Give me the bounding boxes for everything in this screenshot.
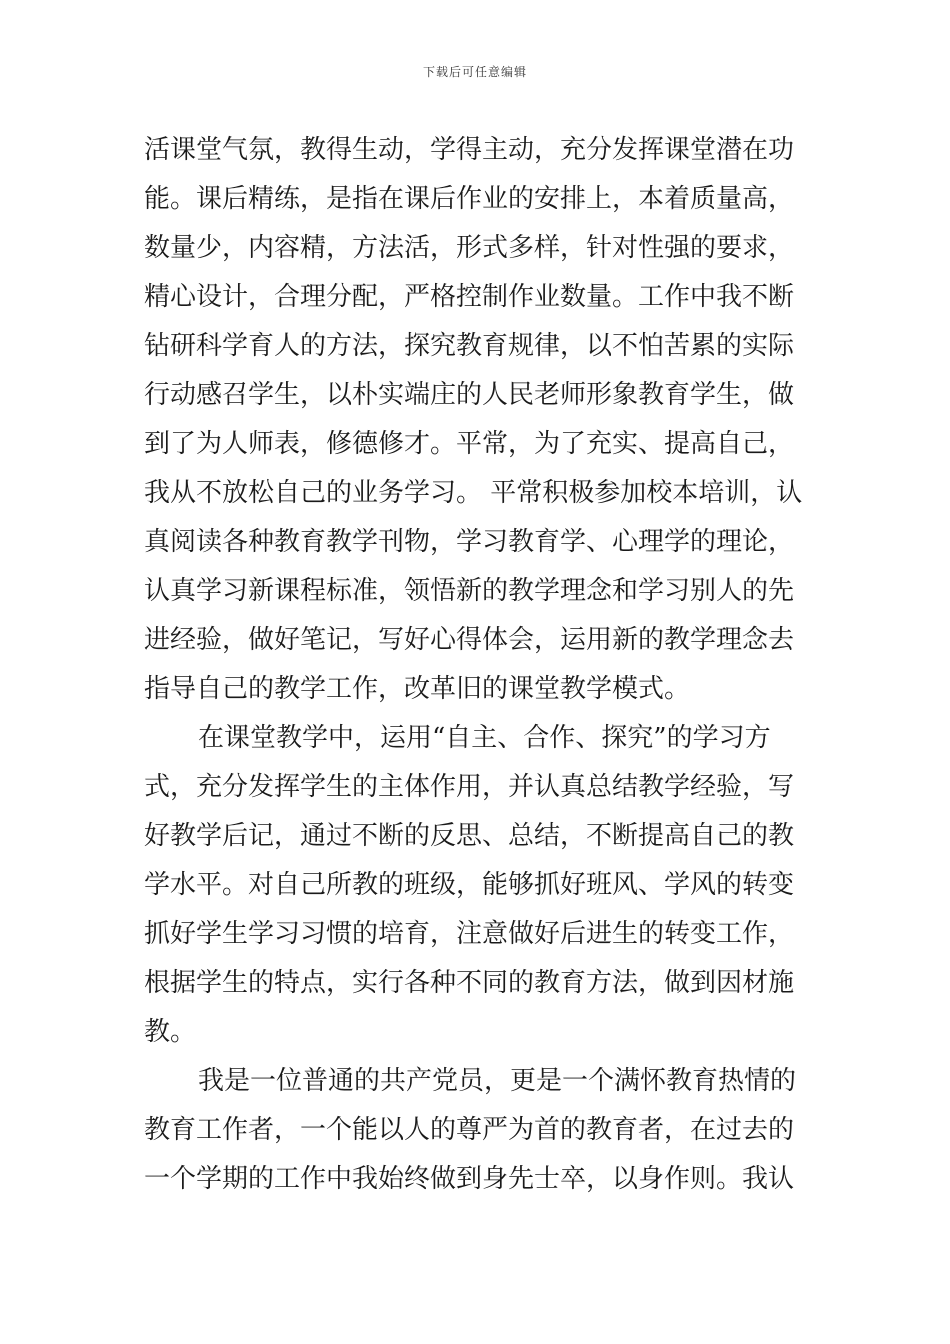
text-line: 数量少，内容精，方法活，形式多样，针对性强的要求，	[144, 233, 795, 263]
body-text	[144, 126, 810, 1204]
text-line: 根据学生的特点，实行各种不同的教育方法，做到因材施	[144, 968, 795, 998]
text-line: 钻研科学育人的方法，探究教育规律，以不怕苦累的实际	[144, 331, 795, 361]
text-line: 能。课后精练，是指在课后作业的安排上，本着质量高，	[144, 184, 795, 214]
text-line: 真阅读各种教育教学刊物，学习教育学、心理学的理论，	[144, 527, 795, 557]
text-line: 精心设计，合理分配，严格控制作业数量。工作中我不断	[144, 282, 795, 312]
page-header: 下载后可任意编辑	[422, 65, 527, 79]
text-line: 到了为人师表，修德修才。平常，为了充实、提高自己，	[144, 429, 795, 459]
text-line: 式，充分发挥学生的主体作用，并认真总结教学经验，写	[144, 772, 795, 802]
text-line: 教育工作者，一个能以人的尊严为首的教育者，在过去的	[144, 1115, 795, 1145]
text-line: 进经验，做好笔记，写好心得体会，运用新的教学理念去	[144, 625, 795, 655]
text-line: 行动感召学生，以朴实端庄的人民老师形象教育学生，做	[144, 380, 795, 410]
text-line: 好教学后记，通过不断的反思、总结，不断提高自己的教	[144, 821, 795, 851]
text-line: 学水平。对自己所教的班级，能够抓好班风、学风的转变	[144, 870, 795, 900]
text-line: 活课堂气氛，教得生动，学得主动，充分发挥课堂潜在功	[144, 135, 795, 165]
text-line: 我从不放松自己的业务学习。 平常积极参加校本培训，认	[144, 478, 803, 508]
text-line: 抓好学生学习习惯的培育，注意做好后进生的转变工作，	[144, 919, 795, 949]
text-line: 我是一位普通的共产党员，更是一个满怀教育热情的	[198, 1066, 797, 1096]
text-line: 一个学期的工作中我始终做到身先士卒，以身作则。我认	[144, 1164, 795, 1194]
text-line: 认真学习新课程标准，领悟新的教学理念和学习别人的先	[144, 576, 795, 606]
text-line: 教。	[144, 1017, 197, 1047]
text-line: 指导自己的教学工作，改革旧的课堂教学模式。	[144, 674, 691, 704]
text-line: 在课堂教学中，运用“自主、合作、探究”的学习方	[198, 723, 771, 753]
